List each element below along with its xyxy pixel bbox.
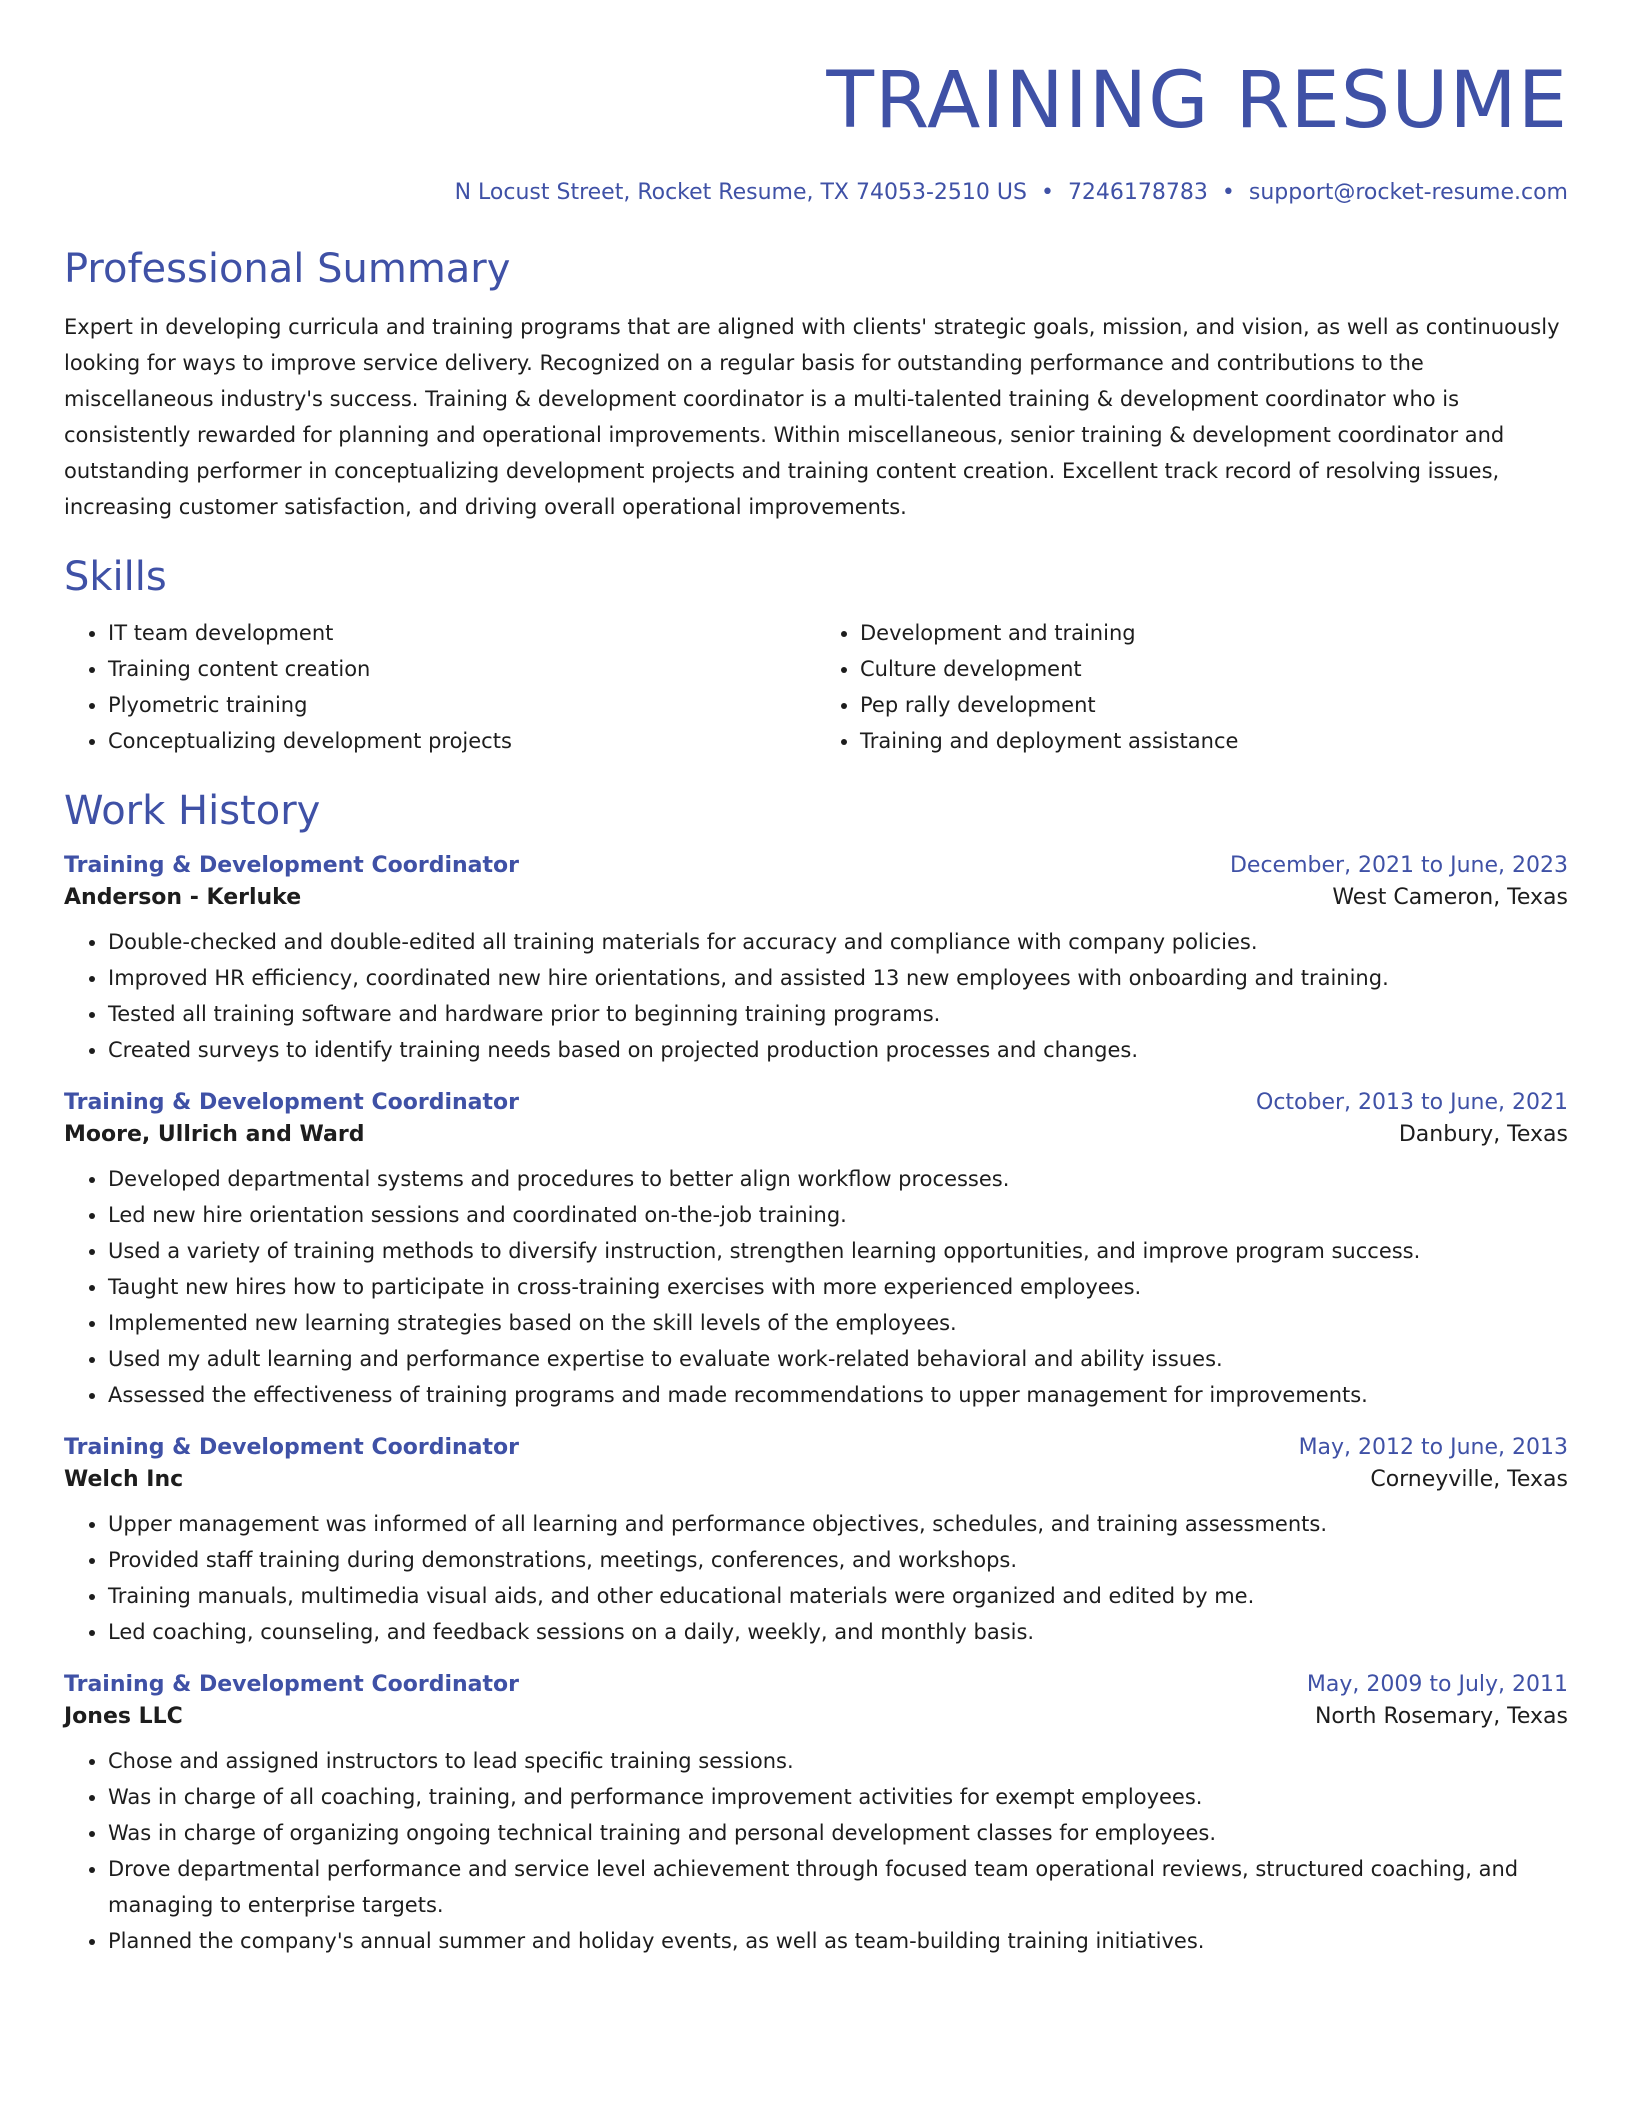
job-company-row (64, 1467, 1568, 1492)
job-bullets (64, 1506, 1568, 1650)
list-item: • Used my adult learning and performance expertise to evaluate work-related behavioral and ability issues. (108, 1341, 1568, 1377)
job-bullets (64, 1743, 1568, 1959)
list-item: • Created surveys to identify training needs based on projected production processes and changes. (108, 1032, 1568, 1068)
work-history-list (64, 853, 1568, 1959)
job-entry (64, 853, 1568, 1068)
list-item: • Plyometric training (108, 687, 816, 723)
list-item: • Provided staff training during demonstrations, meetings, conferences, and workshops. (108, 1542, 1568, 1578)
company-name: Anderson - Kerluke (64, 885, 302, 910)
email-link[interactable]: support@rocket-resume.com (1248, 180, 1568, 205)
job-dates: December, 2021 to June, 2023 (1229, 853, 1568, 878)
job-title: Training & Development Coordinator (64, 853, 519, 878)
list-item: • Led coaching, counseling, and feedback sessions on a daily, weekly, and monthly basis. (108, 1614, 1568, 1650)
list-item: • IT team development (108, 615, 816, 651)
list-item: • Conceptualizing development projects (108, 723, 816, 759)
list-item: • Tested all training software and hardware prior to beginning training programs. (108, 996, 1568, 1032)
work-history-heading: Work History (64, 788, 321, 834)
list-item: • Assessed the effectiveness of training programs and made recommendations to upper management for improvements. (108, 1377, 1568, 1413)
job-title-row (64, 1672, 1568, 1697)
job-location: West Cameron, Texas (1332, 885, 1568, 910)
list-item: • Development and training (860, 615, 1568, 651)
job-title: Training & Development Coordinator (64, 1435, 519, 1460)
company-name: Jones LLC (64, 1704, 183, 1729)
separator-dot: • (1221, 180, 1235, 205)
phone: 7246178783 (1067, 180, 1208, 205)
job-bullets (64, 924, 1568, 1068)
job-title-row (64, 1435, 1568, 1460)
job-location: Corneyville, Texas (1370, 1467, 1568, 1492)
job-company-row (64, 1704, 1568, 1729)
list-item: • Improved HR efficiency, coordinated new hire orientations, and assisted 13 new employees with onboarding and training. (108, 960, 1568, 996)
job-title-row (64, 1090, 1568, 1115)
company-name: Welch Inc (64, 1467, 184, 1492)
job-title-row (64, 853, 1568, 878)
list-item: • Chose and assigned instructors to lead specific training sessions. (108, 1743, 1568, 1779)
job-bullets (64, 1161, 1568, 1413)
list-item: • Double-checked and double-edited all training materials for accuracy and compliance with company policies. (108, 924, 1568, 960)
list-item: • Drove departmental performance and service level achievement through focused team operational reviews, structured coaching, and managing to enterprise targets. (108, 1851, 1568, 1923)
skills-column-left (64, 615, 816, 759)
job-location: Danbury, Texas (1398, 1122, 1568, 1147)
resume-title: TRAINING RESUME (826, 56, 1568, 146)
job-dates: October, 2013 to June, 2021 (1256, 1090, 1568, 1115)
job-dates: May, 2012 to June, 2013 (1298, 1435, 1568, 1460)
list-item: • Training manuals, multimedia visual aids, and other educational materials were organized and edited by me. (108, 1578, 1568, 1614)
job-entry (64, 1090, 1568, 1413)
contact-line (64, 180, 1568, 205)
summary-heading: Professional Summary (64, 246, 511, 292)
skills-list (64, 615, 1568, 759)
list-item: • Was in charge of organizing ongoing technical training and personal development classes for employees. (108, 1815, 1568, 1851)
job-entry (64, 1435, 1568, 1650)
company-name: Moore, Ullrich and Ward (64, 1122, 365, 1147)
list-item: • Culture development (860, 651, 1568, 687)
list-item: • Used a variety of training methods to diversify instruction, strengthen learning opportunities, and improve program success. (108, 1233, 1568, 1269)
job-company-row (64, 1122, 1568, 1147)
separator-dot: • (1040, 180, 1054, 205)
list-item: • Taught new hires how to participate in cross-training exercises with more experienced employees. (108, 1269, 1568, 1305)
list-item: • Planned the company's annual summer and holiday events, as well as team-building training initiatives. (108, 1923, 1568, 1959)
list-item: • Training content creation (108, 651, 816, 687)
skills-column-right (816, 615, 1568, 759)
list-item: • Implemented new learning strategies based on the skill levels of the employees. (108, 1305, 1568, 1341)
list-item: • Training and deployment assistance (860, 723, 1568, 759)
job-title: Training & Development Coordinator (64, 1672, 519, 1697)
summary-text: Expert in developing curricula and training programs that are aligned with clients' strategic goals, mission, and vision, as well as continuously looking for ways to improve service delivery. Recognized on a regular basis for outstanding performance and contributions to the miscellaneous industry's success. Training & development coordinator is a multi-talented training & development coordinator who is consistently rewarded for planning and operational improvements. Within miscellaneous, senior training & development coordinator and outstanding performer in conceptualizing development projects and training content creation. Excellent track record of resolving issues, increasing customer satisfaction, and driving overall operational improvements. (64, 315, 1560, 519)
list-item: • Developed departmental systems and procedures to better align workflow processes. (108, 1161, 1568, 1197)
job-entry (64, 1672, 1568, 1959)
list-item: • Was in charge of all coaching, training, and performance improvement activities for exempt employees. (108, 1779, 1568, 1815)
job-title: Training & Development Coordinator (64, 1090, 519, 1115)
list-item: • Led new hire orientation sessions and coordinated on-the-job training. (108, 1197, 1568, 1233)
address: N Locust Street, Rocket Resume, TX 74053-2510 US (454, 180, 1027, 205)
job-company-row (64, 885, 1568, 910)
list-item: • Upper management was informed of all learning and performance objectives, schedules, and training assessments. (108, 1506, 1568, 1542)
job-location: North Rosemary, Texas (1314, 1704, 1568, 1729)
job-dates: May, 2009 to July, 2011 (1306, 1672, 1568, 1697)
skills-heading: Skills (64, 554, 167, 600)
list-item: • Pep rally development (860, 687, 1568, 723)
